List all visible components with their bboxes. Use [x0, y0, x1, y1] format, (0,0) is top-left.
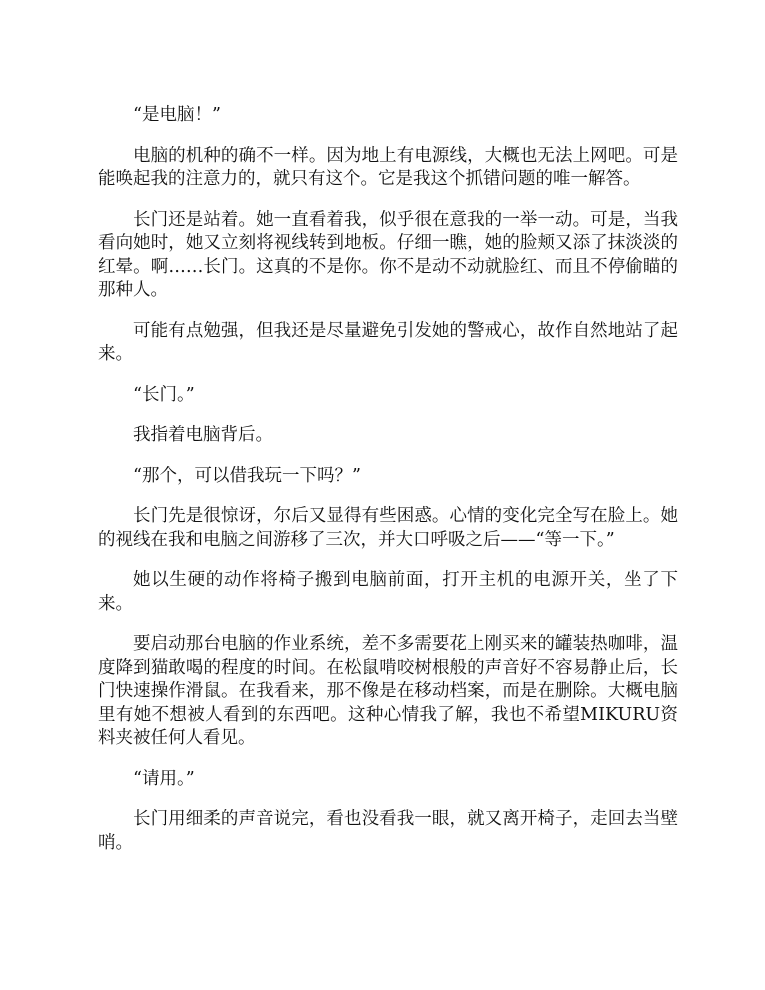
- paragraph-7: “那个，可以借我玩一下吗？”: [133, 465, 361, 486]
- paragraph-6: 我指着电脑背后。: [133, 425, 273, 445]
- paragraph-1: “是电脑！”: [133, 105, 221, 125]
- paragraph-2: 电脑的机种的确不一样。因为地上有电源线，大概也无法上网吧。可是能唤起我的注意力的，就只有这个。它是我这个抓错问题的唯一解答。: [98, 145, 678, 189]
- paragraph-5: “长门。”: [133, 384, 195, 405]
- paragraph-11: “请用。”: [133, 768, 195, 789]
- paragraph-9: 她以生硬的动作将椅子搬到电脑前面，打开主机的电源开关，坐了下来。: [98, 570, 678, 614]
- paragraph-8: 长门先是很惊讶，尔后又显得有些困惑。心情的变化完全写在脸上。她的视线在我和电脑之间游移了三次，并大口呼吸之后——“等一下。”: [98, 506, 678, 550]
- paragraph-10: 要启动那台电脑的作业系统，差不多需要花上刚买来的罐装热咖啡，温度降到猫敢喝的程度的时间。在松鼠啃咬树根般的声音好不容易静止后，长门快速操作滑鼠。在我看来，那不像是在移动档案，而是在删除。大概电脑里有她不想被人看到的东西吧。这种心情我了解，我也不希望MIKURU资料夹被任何人看见。: [98, 634, 678, 748]
- paragraph-4: 可能有点勉强，但我还是尽量避免引发她的警戒心，故作自然地站了起来。: [98, 320, 678, 364]
- body-text: [98, 104, 678, 872]
- paragraph-12: 长门用细柔的声音说完，看也没看我一眼，就又离开椅子，走回去当壁哨。: [98, 809, 678, 853]
- paragraph-3: 长门还是站着。她一直看着我，似乎很在意我的一举一动。可是，当我看向她时，她又立刻将视线转到地板。仔细一瞧，她的脸颊又添了抹淡淡的红晕。啊……长门。这真的不是你。你不是动不动就脸红、而且不停偷瞄的那种人。: [98, 209, 678, 300]
